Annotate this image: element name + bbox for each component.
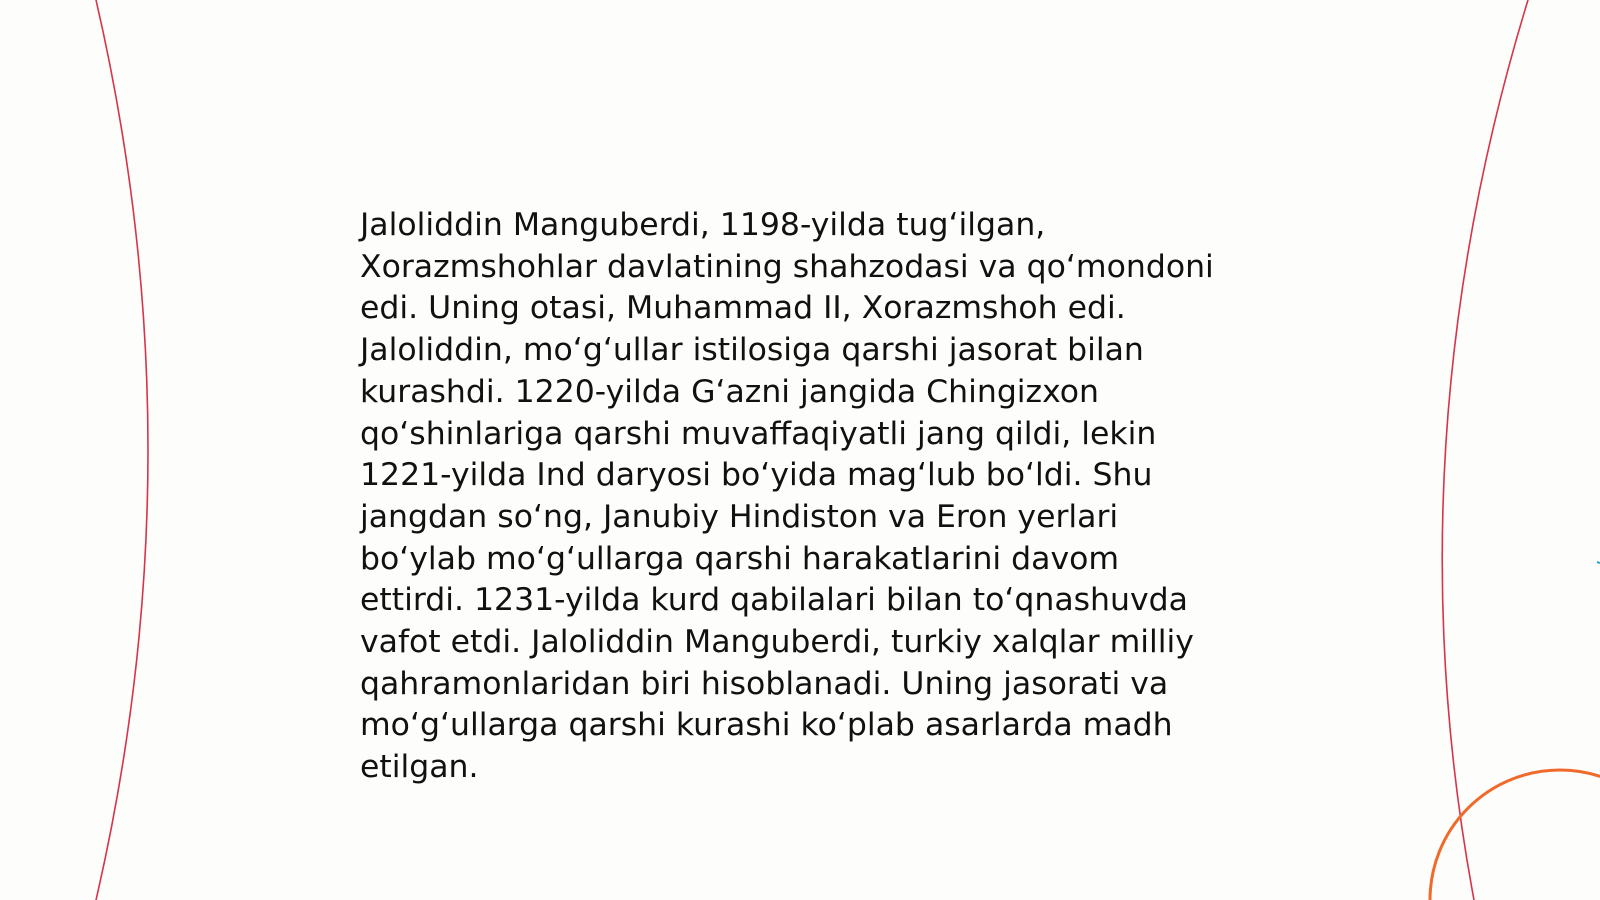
right-curve-line (1442, 0, 1528, 900)
left-curve-line (96, 0, 148, 900)
body-text: Jaloliddin Manguberdi, 1198-yilda tug‘ilgan, Xorazmshohlar davlatining shahzodasi va qo‘mondoni edi. Uning otasi, Muhammad II, Xorazmshoh edi. Jaloliddin, mo‘g‘ullar istilosiga qarshi jasorat bilan kurashdi. 1220-yilda G‘azni jangida Chingizxon qo‘shinlariga qarshi muvaffaqiyatli jang qildi, lekin 1221-yilda Ind daryosi bo‘yida mag‘lub bo‘ldi. Shu jangdan so‘ng, Janubiy Hindiston va Eron yerlari bo‘ylab mo‘g‘ullarga qarshi harakatlarini davom ettirdi. 1231-yilda kurd qabilalari bilan to‘qnashuvda vafot etdi. Jaloliddin Manguberdi, turkiy xalqlar milliy qahramonlaridan biri hisoblanadi. Uning jasorati va mo‘g‘ullarga qarshi kurashi ko‘plab asarlarda madh etilgan. (360, 207, 1214, 786)
orange-arc (1430, 770, 1600, 900)
